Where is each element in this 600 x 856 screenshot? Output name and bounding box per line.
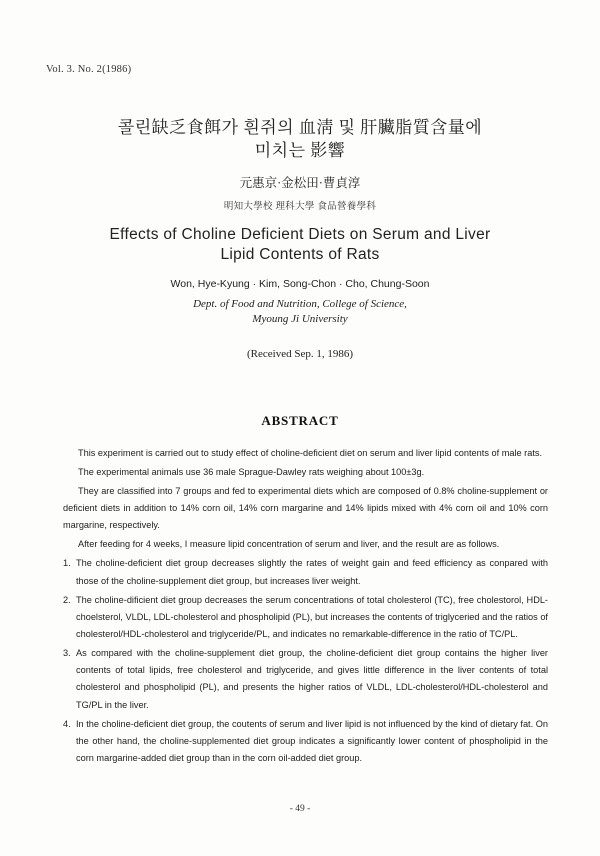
result-item (63, 592, 548, 644)
volume-header: Vol. 3. No. 2(1986) (46, 64, 132, 75)
abstract-paragraph: After feeding for 4 weeks, I measure lipid concentration of serum and liver, and the result are as follows. (78, 539, 500, 550)
english-title (0, 225, 600, 265)
korean-title-line2: 미치는 影響 (254, 141, 346, 160)
result-number: 1. (63, 558, 71, 569)
result-item (63, 716, 548, 768)
affiliation-line1: Dept. of Food and Nutrition, College of Science, (193, 298, 407, 310)
english-affiliation (0, 297, 600, 327)
result-item (63, 555, 548, 589)
korean-title (0, 116, 600, 162)
abstract-paragraph: The experimental animals use 36 male Sprague-Dawley rats weighing about 100±3g. (78, 467, 425, 477)
received-date: (Received Sep. 1, 1986) (247, 348, 353, 360)
korean-authors: 元惠京·金松田·曹貞淳 (239, 176, 361, 190)
korean-title-line1: 콜린缺乏食餌가 흰쥐의 血淸 및 肝臟脂質含量에 (117, 118, 483, 137)
results-list (63, 555, 548, 767)
result-text: The choline-dificient diet group decreases the serum concentrations of total cholesterol (TC), free cholestorol, HDL-choelsterol, VLDL, LDL-cholesterol and phospholipid (PL), but increases the contents of triglyceried and the ratios of cholesterol/HDL-cholesterol and triglyceride/PL, and indicates no remarkable-difference in the ratio of TC/PL. (76, 594, 548, 640)
abstract-paragraph: This experiment is carried out to study effect of choline-deficient diet on serum and liver lipid contents of male rats. (78, 448, 543, 458)
result-item (63, 645, 548, 714)
affiliation-line2: Myoung Ji University (252, 313, 348, 325)
result-text: The choline-deficient diet group decreases slightly the rates of weight gain and feed efficiency as conpared with those of the choline-supplement diet group, but increases liver weight. (76, 558, 548, 586)
english-title-line1: Effects of Choline Deficient Diets on Serum and Liver (109, 226, 491, 243)
abstract-heading: ABSTRACT (261, 413, 339, 428)
result-text: As compared with the choline-supplement diet group, the choline-deficient diet group contains the higher liver contents of total lipids, free cholesterol and triglyceride, and gives little difference in the liver contents of total cholesterol and phospholipid (PL), and presents the higher ratios of VLDL, LDL-cholesterol/HDL-cholesterol and TG/PL in the liver. (76, 648, 548, 710)
page-number: - 49 - (289, 804, 311, 814)
abstract-body (63, 445, 548, 769)
abstract-paragraph: They are classified into 7 groups and fed to experimental diets which are composed of 0.8% choline-supplement or deficient diets in addition to 14% corn oil, 14% corn margarine and 14% lipids mixed with 4% corn oil and 10% corn margarine, respectively. (63, 486, 548, 531)
english-authors: Won, Hye-Kyung · Kim, Song-Chon · Cho, Chung-Soon (170, 278, 430, 290)
result-number: 2. (63, 594, 71, 605)
result-number: 3. (63, 648, 71, 659)
result-number: 4. (63, 718, 71, 729)
english-title-line2: Lipid Contents of Rats (220, 246, 380, 263)
korean-affiliation: 明知大學校 理科大學 食品營養學科 (223, 202, 377, 212)
result-text: In the choline-deficient diet group, the coutents of serum and liver lipid is not influenced by the kind of dietary fat. On the other hand, the choline-supplemented diet group indicates a significantly lower content of phospholipid in the corn margarine-added diet group than in the corn oil-added diet group. (76, 718, 548, 764)
